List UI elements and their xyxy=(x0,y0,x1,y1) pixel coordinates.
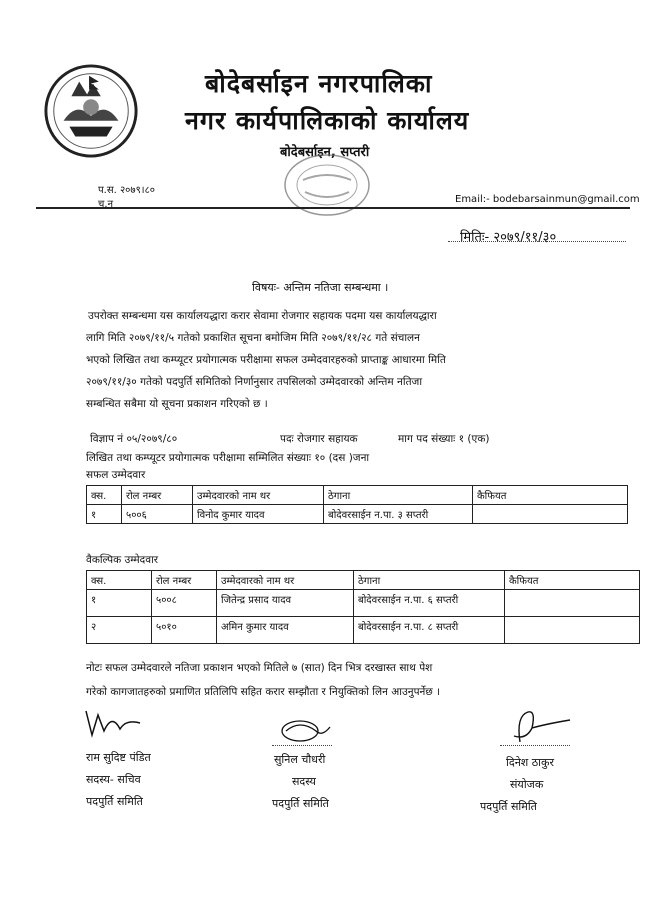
table-cell: ५००८ xyxy=(152,590,217,617)
signatory-role: सदस्य- सचिव xyxy=(86,773,141,786)
office-title: नगर कार्यपालिकाको कार्यालय xyxy=(185,106,470,135)
header-divider xyxy=(36,207,630,209)
reference-number: प.स. २०७९।८० xyxy=(98,185,155,196)
column-header: कैफियत xyxy=(505,571,640,590)
successful-candidates-table xyxy=(86,485,628,524)
office-email: Email:- bodebarsainmun@gmail.com xyxy=(455,194,640,205)
table-cell xyxy=(505,617,640,644)
note-line: नोटः सफल उम्मेदवारले नतिजा प्रकाशन भएको मितिले ७ (सात) दिन भित्र दरखास्त साथ पेश xyxy=(86,662,433,674)
table-row xyxy=(87,505,628,524)
table-cell: २ xyxy=(87,617,152,644)
column-header: रोल नम्बर xyxy=(122,486,193,505)
column-header: उम्मेदवारको नाम थर xyxy=(217,571,354,590)
table-cell: विनोद कुमार यादव xyxy=(193,505,324,524)
signature-mark-1 xyxy=(82,705,144,739)
signature-mark-3 xyxy=(506,706,574,746)
signatory-committee: पदपुर्ति समिति xyxy=(272,797,329,810)
body-paragraph-line: सम्बन्धित सबैमा यो सूचना प्रकाशन गरिएको छ । xyxy=(86,398,268,410)
document-date: मितिः- २०७९/११/३० xyxy=(460,230,557,245)
vacancy-post: पदः रोजगार सहायक xyxy=(280,433,358,445)
column-header: रोल नम्बर xyxy=(152,571,217,590)
successful-heading: सफल उम्मेदवार xyxy=(86,469,146,481)
column-header: कैफियत xyxy=(473,486,628,505)
municipality-title: बोदेबर्साइन नगरपालिका xyxy=(205,69,433,98)
office-address: बोदेबर्साइन, सप्तरी xyxy=(280,145,370,160)
table-row xyxy=(87,617,640,644)
signature-line xyxy=(272,745,332,746)
vacancy-notice-number: विज्ञाप नं ०५/२०७९/८० xyxy=(90,433,178,445)
signature-mark-2 xyxy=(276,717,332,743)
body-paragraph-line: उपरोक्त सम्बन्धमा यस कार्यालयद्धारा करार सेवामा रोजगार सहायक पदमा यस कार्यालयद्धारा xyxy=(88,310,437,322)
municipality-emblem-logo xyxy=(42,62,140,160)
column-header: ठेगाना xyxy=(324,486,473,505)
body-paragraph-line: २०७९/११/३० गतेको पदपुर्ति समितिको निर्णानुसार तपसिलको उम्मेदवारको अन्तिम नतिजा xyxy=(86,376,423,388)
table-cell: ५०१० xyxy=(152,617,217,644)
body-paragraph-line: लागि मिति २०७९/११/५ गतेको प्रकाशित सूचना बमोजिम मिति २०७९/११/२८ गते संचालन xyxy=(86,332,421,344)
table-cell: अमिन कुमार यादव xyxy=(217,617,354,644)
table-cell xyxy=(505,590,640,617)
table-row xyxy=(87,590,640,617)
signature-line xyxy=(500,745,570,746)
signatory-committee: पदपुर्ति समिति xyxy=(480,800,537,813)
subject-line: विषयः- अन्तिम नतिजा सम्बन्धमा । xyxy=(252,281,389,294)
table-cell: १ xyxy=(87,505,122,524)
table-cell: बोदेवरसाईन न.पा. ३ सप्तरी xyxy=(324,505,473,524)
signatory-role: सदस्य xyxy=(292,775,316,788)
column-header: क्स. xyxy=(87,571,152,590)
column-header: ठेगाना xyxy=(354,571,505,590)
table-cell: बोदेवरसाईन न.पा. ६ सप्तरी xyxy=(354,590,505,617)
dispatch-number: च.न xyxy=(98,199,114,210)
table-cell: १ xyxy=(87,590,152,617)
date-underline xyxy=(448,241,626,242)
table-cell: बोदेवरसाईन न.पा. ८ सप्तरी xyxy=(354,617,505,644)
body-paragraph-line: भएको लिखित तथा कम्प्यूटर प्रयोगात्मक परीक्षामा सफल उम्मेदवारहरुको प्राप्ताङ्क आधारमा मिति xyxy=(86,354,446,366)
alternate-heading: वैकल्पिक उम्मेदवार xyxy=(86,554,159,566)
column-header: क्स. xyxy=(87,486,122,505)
table-cell xyxy=(473,505,628,524)
note-line: गरेको कागजातहरुको प्रमाणित प्रतिलिपि सहित करार सम्झौता र नियुक्तिको लिन आउनुपर्नेछ । xyxy=(86,686,441,698)
signatory-committee: पदपुर्ति समिति xyxy=(86,795,143,808)
table-header-row xyxy=(87,486,628,505)
signatory-name: दिनेश ठाकुर xyxy=(506,756,554,769)
table-cell: जितेन्द्र प्रसाद यादव xyxy=(217,590,354,617)
signatory-name: राम सुदिष्ट पंडित xyxy=(86,751,151,764)
alternate-candidates-table xyxy=(86,570,640,644)
column-header: उम्मेदवारको नाम थर xyxy=(193,486,324,505)
table-cell: ५००६ xyxy=(122,505,193,524)
signatory-role: संयोजक xyxy=(510,778,544,791)
participants-count: लिखित तथा कम्प्यूटर प्रयोगात्मक परीक्षामा सम्मिलित संख्याः १० (दस )जना xyxy=(86,452,370,464)
vacancy-demand: माग पद संख्याः १ (एक) xyxy=(398,433,490,445)
table-header-row xyxy=(87,571,640,590)
signatory-name: सुनिल चौधरी xyxy=(274,753,326,766)
